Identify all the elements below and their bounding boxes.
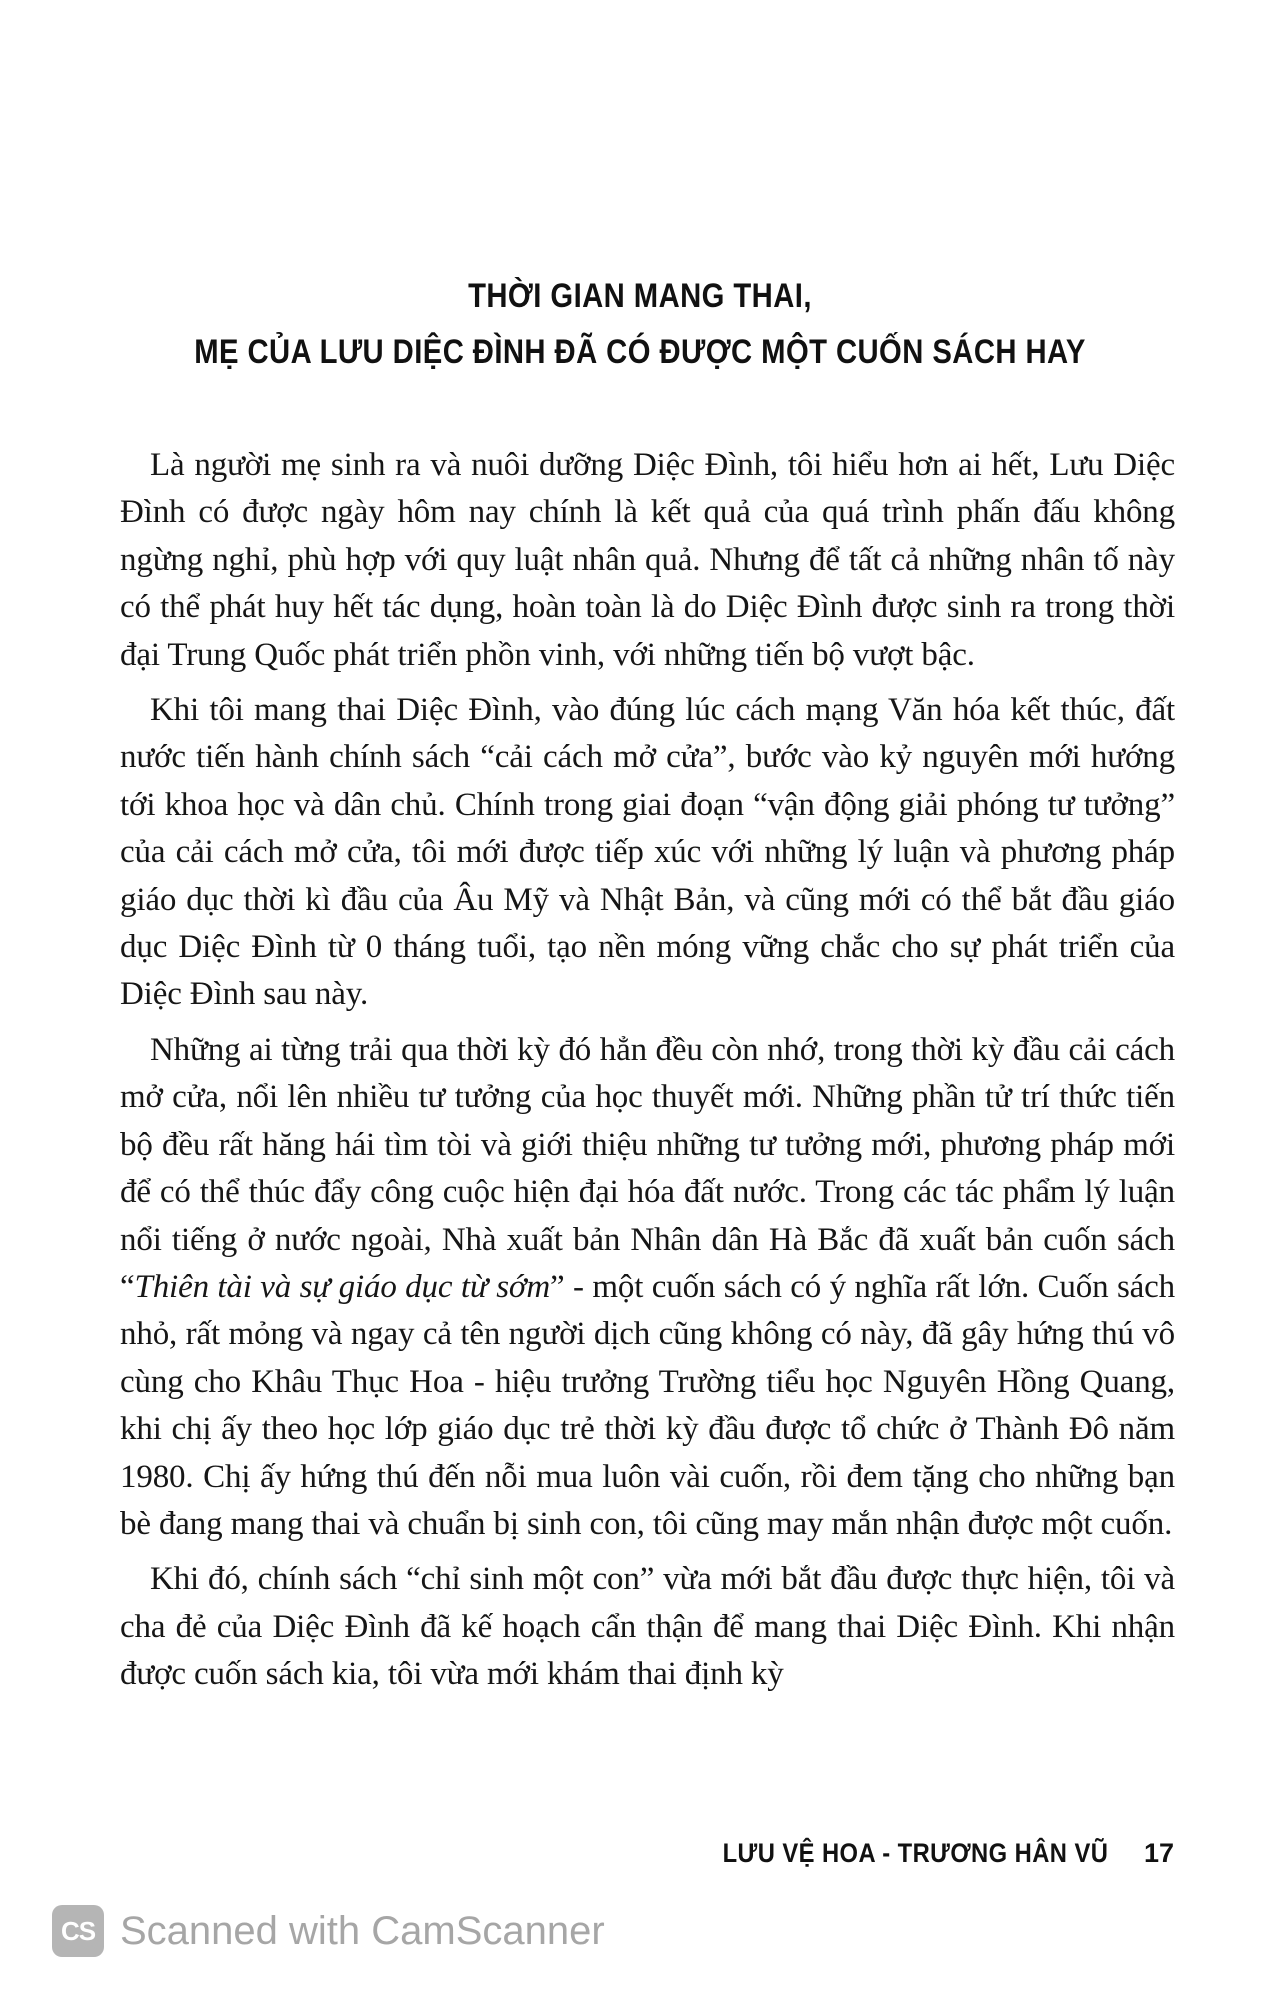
page-number: 17 <box>1143 1838 1174 1868</box>
paragraph-2: Khi tôi mang thai Diệc Đình, vào đúng lúc cách mạng Văn hóa kết thúc, đất nước tiến hành chính sách “cải cách mở cửa”, bước vào kỷ nguyên mới hướng tới khoa học và dân chủ. Chính trong giai đoạn “vận động giải phóng tư tưởng” của cải cách mở cửa, tôi mới được tiếp xúc với những lý luận và phương pháp giáo dục thời kì đầu của Âu Mỹ và Nhật Bản, và cũng mới có thể bắt đầu giáo dục Diệc Đình từ 0 tháng tuổi, tạo nền móng vững chắc cho sự phát triển của Diệc Đình sau này. <box>120 692 1175 1013</box>
footer-authors: LƯU VỆ HOA - TRƯƠNG HÂN VŨ <box>722 1838 1108 1868</box>
watermark-text: Scanned with CamScanner <box>120 1908 605 1953</box>
page-footer <box>670 1838 1174 1869</box>
paragraph-1: Là người mẹ sinh ra và nuôi dưỡng Diệc Đình, tôi hiểu hơn ai hết, Lưu Diệc Đình có được ngày hôm nay chính là kết quả của quá trình phấn đấu không ngừng nghỉ, phù hợp với quy luật nhân quả. Nhưng để tất cả những nhân tố này có thể phát huy hết tác dụng, hoàn toàn là do Diệc Đình được sinh ra trong thời đại Trung Quốc phát triển phồn vinh, với những tiến bộ vượt bậc. <box>120 447 1175 673</box>
chapter-title-line-1: THỜI GIAN MANG THAI, <box>468 277 812 315</box>
paragraph-3-after: ” - một cuốn sách có ý nghĩa rất lớn. Cuốn sách nhỏ, rất mỏng và ngay cả tên người dịch cũng không có này, đã gây hứng thú vô cùng cho Khâu Thục Hoa - hiệu trưởng Trường tiểu học Nguyên Hồng Quang, khi chị ấy theo học lớp giáo dục trẻ thời kỳ đầu được tổ chức ở Thành Đô năm 1980. Chị ấy hứng thú đến nỗi mua luôn vài cuốn, rồi đem tặng cho những bạn bè đang mang thai và chuẩn bị sinh con, tôi cũng may mắn nhận được một cuốn. <box>120 1268 1175 1542</box>
paragraph-4: Khi đó, chính sách “chỉ sinh một con” vừa mới bắt đầu được thực hiện, tôi và cha đẻ của Diệc Đình đã kế hoạch cẩn thận để mang thai Diệc Đình. Khi nhận được cuốn sách kia, tôi vừa mới khám thai định kỳ <box>120 1561 1175 1693</box>
book-title: Thiên tài và sự giáo dục từ sớm <box>134 1268 551 1305</box>
chapter-title-line-2: MẸ CỦA LƯU DIỆC ĐÌNH ĐÃ CÓ ĐƯỢC MỘT CUỐN SÁCH HAY <box>194 333 1086 371</box>
paragraph-3 <box>120 1027 1175 1548</box>
camscanner-logo-icon: CS <box>52 1905 104 1957</box>
body-text <box>120 442 1175 1707</box>
camscanner-watermark <box>52 1905 605 1957</box>
paragraph-3-before: Những ai từng trải qua thời kỳ đó hẳn đều còn nhớ, trong thời kỳ đầu cải cách mở cửa, nổi lên nhiều tư tưởng của học thuyết mới. Những phần tử trí thức tiến bộ đều rất hăng hái tìm tòi và giới thiệu những tư tưởng mới, phương pháp mới để có thể thúc đẩy công cuộc hiện đại hóa đất nước. Trong các tác phẩm lý luận nổi tiếng ở nước ngoài, Nhà xuất bản Nhân dân Hà Bắc đã xuất bản cuốn sách “ <box>120 1031 1175 1305</box>
chapter-title <box>193 268 1087 380</box>
